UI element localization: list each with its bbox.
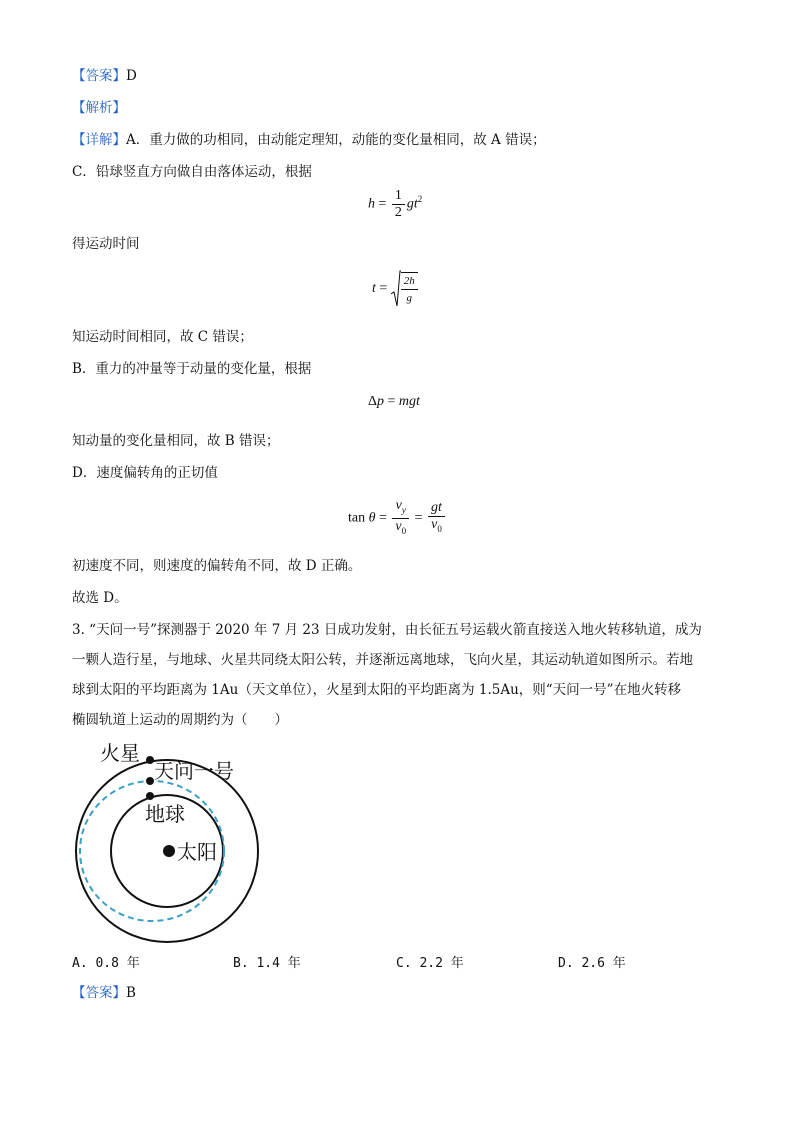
answer2-value: B [126,985,136,1001]
detail-label: 【详解】 [72,132,126,148]
probe-label: 天问一号 [154,759,234,783]
choose-line: 故选 D。 [72,590,128,606]
d-conclusion: 初速度不同，则速度的偏转角不同，故 D 正确。 [72,558,362,574]
sun-label: 太阳 [177,840,217,864]
analysis-label: 【解析】 [72,100,126,116]
option-c: C. 2.2 年 [396,956,464,971]
equation-h: h = $\frac{1}{2}$ $gt^2$ [368,188,423,220]
answer-label: 【答案】 [72,68,126,84]
option-b: B. 1.4 年 [233,956,301,971]
c-text: C．铅球竖直方向做自由落体运动，根据 [72,164,312,180]
time-text: 得运动时间 [72,236,140,252]
detail-text: A．重力做的功相同，由动能定理知，动能的变化量相同，故 A 错误； [126,132,546,148]
equation-tan: tan θ = $\frac{v_y}{v_0}$ = $\frac{gt}{v_0}$ [348,498,447,539]
option-a: A. 0.8 年 [72,956,140,971]
sqrt-sign: $\frac{2h}{g}$ [391,270,420,308]
question3-line4: 椭圆轨道上运动的周期约为（ ） [72,712,288,728]
c-conclusion: 知运动时间相同，故 C 错误； [72,329,253,345]
mars-label: 火星 [100,741,140,765]
question3-line2: 一颗人造行星，与地球、火星共同绕太阳公转，并逐渐远离地球，飞向火星，其运动轨道如图所示。若地 [72,652,693,668]
equation-p: Δp = mgt [368,394,420,409]
b-conclusion: 知动量的变化量相同，故 B 错误； [72,433,280,449]
equation-t: t = $\frac{2h}{g}$ [372,270,420,308]
answer2-label: 【答案】 [72,985,126,1001]
d-text: D．速度偏转角的正切值 [72,465,218,481]
sun-dot [163,845,175,857]
earth-label: 地球 [145,802,185,826]
question3-line1: 3. “天问一号”探测器于 2020 年 7 月 23 日成功发射，由长征五号运载火箭直接送入地火转移轨道，成为 [72,622,702,638]
orbit-diagram [70,738,270,944]
answer2-line [72,983,136,1003]
detail-line [72,130,546,150]
earth-dot [146,792,154,800]
answer-line [72,66,137,86]
mars-dot [146,756,154,764]
option-d: D. 2.6 年 [558,956,626,971]
probe-dot [146,777,154,785]
b-text: B．重力的冲量等于动量的变化量，根据 [72,361,312,377]
answer-value: D [126,68,137,84]
question3-line3: 球到太阳的平均距离为 1Au（天文单位），火星到太阳的平均距离为 1.5Au，则“天问一号”在地火转移 [72,682,682,698]
